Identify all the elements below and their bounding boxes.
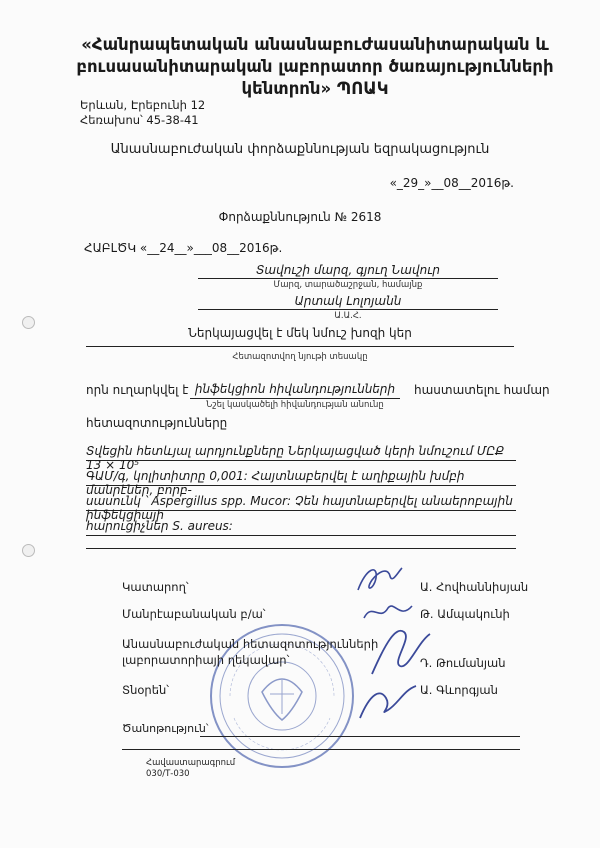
protocol-number: Փորձաքննություն № 2618: [218, 210, 382, 224]
signature-1: [352, 562, 408, 598]
document-date: «_29_»__08__2016թ.: [389, 176, 514, 190]
director-name: Ա. Գևորգյան: [420, 683, 498, 697]
research-label: հետազոտությունները: [86, 416, 228, 430]
owner-caption: Ա.Ա.Հ.: [334, 311, 362, 321]
infection-caption: Նշել կասկածելի հիվանդության անունը: [206, 400, 384, 410]
header-line-1: «Հանրապետական անասնաբուժասանիտարական և: [81, 35, 549, 54]
infection-field: [190, 382, 400, 399]
lab-head-label: Անասնաբուժական հետազոտությունների: [122, 637, 379, 651]
results-line-4: հարուցիչներ S. aureus:: [86, 519, 516, 536]
results-line-1: Տվեցին հետևյալ արդյունքները Ներկայացված կերի նմուշում ՄԸՔ 13 × 10⁵: [86, 444, 516, 461]
signature-3: [366, 622, 436, 682]
owner-value: Արտակ Լոլոյանն: [294, 294, 402, 308]
owner-field: [198, 294, 498, 310]
infection-prefix: որն ուղարկվել է: [86, 383, 189, 397]
results-blank-line: [86, 547, 516, 549]
header-line-2: բուսասանիտարական լաբորատոր ծառայությունների: [76, 57, 554, 76]
request-date: ՀԱԲԼԾԿ «__24__»___08__2016թ.: [84, 241, 283, 255]
director-label: Տնօրեն՝: [122, 683, 170, 697]
results-line-3: սասունկ ՝ Aspergillus spp. Mucor: Չեն հայտնաբերվել անաերոբային ինֆեկցիայի: [86, 494, 516, 511]
results-line-2: ԳԱՄ/գ, կոլիտիտրը 0,001: Հայտնաբերվել է աղիքային խմբի մանրէներ, բորբ-: [86, 469, 516, 486]
region-caption: Մարզ, տարածաշրջան, համայնք: [273, 280, 423, 290]
notes-line-2: [122, 748, 520, 750]
notes-line: [200, 735, 520, 737]
address: Երևան, Էրեբունի 12: [80, 98, 206, 112]
infection-value: ինֆեկցիոն հիվանդությունների: [194, 382, 396, 396]
footer-approval: [146, 758, 235, 780]
header-line-3: կենտրոն» ՊՈԱԿ: [241, 79, 389, 98]
sample-caption: Հետազոտվող նյութի տեսակը: [232, 352, 368, 362]
lab-head-label-2: լաբորատորիայի ղեկավար՝: [122, 653, 290, 667]
organization-header: [70, 34, 560, 100]
sample-value: Ներկայացվել է մեկ նմուշ խոզի կեր: [188, 326, 412, 340]
phone: Հեռախոս՝ 45-38-41: [80, 113, 199, 127]
punch-hole-bottom: [22, 544, 35, 557]
document-title: Անասնաբուժական փորձաքննության եզրակացություն: [110, 142, 490, 157]
footer-line-1: Հավաստարագրում: [146, 758, 236, 768]
performer-label: Կատարող՝: [122, 580, 189, 594]
lab-head-name: Դ. Թումանյան: [420, 656, 506, 670]
region-field: [198, 263, 498, 279]
microbiology-name: Թ. Ամպակունի: [420, 607, 510, 621]
microbiology-label: Մանրէաբանական բ/ա՝: [122, 607, 266, 621]
punch-hole-top: [22, 316, 35, 329]
performer-name: Ա. Հովհաննիսյան: [420, 580, 529, 594]
sample-field: [86, 326, 514, 347]
infection-suffix: հաստատելու համար: [414, 383, 550, 397]
notes-label: Ծանոթություն՝: [122, 722, 209, 735]
footer-line-2: 030/Т-030: [146, 769, 190, 779]
signature-4: [356, 680, 420, 726]
region-value: Տավուշի մարզ, գյուղ Նավուր: [255, 263, 441, 277]
